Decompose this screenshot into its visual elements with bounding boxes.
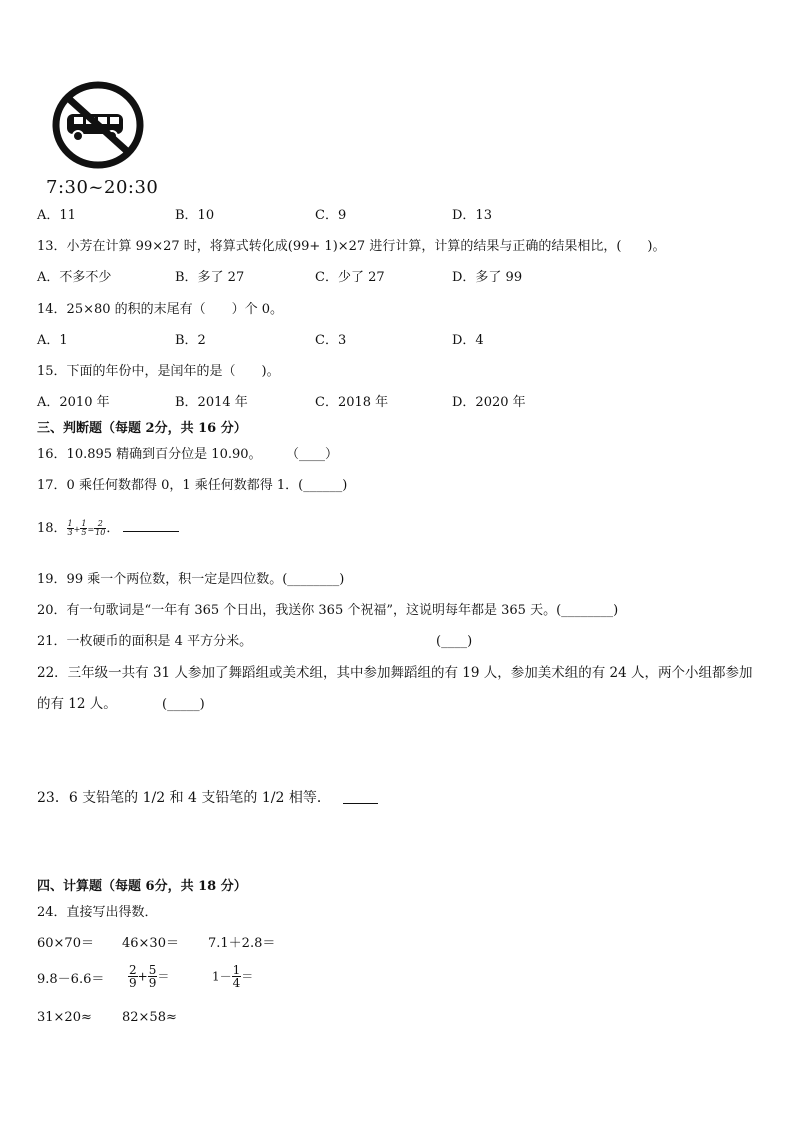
section-3-heading: 三、判断题（每题 2分，共 16 分） bbox=[37, 421, 247, 436]
q19-text: 19．99 乘一个两位数，积一定是四位数。(________) bbox=[37, 572, 345, 587]
q14-option-b: B．2 bbox=[175, 333, 206, 348]
q12-option-d: D．13 bbox=[452, 208, 492, 223]
q24-item-4: 9.8－6.6＝ bbox=[37, 972, 105, 987]
q24-item-3: 7.1＋2.8＝ bbox=[208, 936, 276, 951]
q14-option-c: C．3 bbox=[315, 333, 347, 348]
q15-text: 15．下面的年份中，是闰年的是（ )。 bbox=[37, 364, 280, 379]
q18-expression bbox=[37, 520, 179, 537]
q14-option-a: A．1 bbox=[37, 333, 68, 348]
q24-item-2: 46×30＝ bbox=[122, 936, 179, 951]
q18-answer-blank[interactable] bbox=[123, 521, 179, 532]
q12-option-a: A．11 bbox=[37, 208, 76, 223]
q15-option-c: C．2018 年 bbox=[315, 395, 389, 410]
q24-item-8: 82×58≈ bbox=[122, 1010, 177, 1025]
q12-option-c: C．9 bbox=[315, 208, 347, 223]
q20-text: 20．有一句歌词是“一年有 365 个日出，我送你 365 个祝福”，这说明每年都是 365 天。(________) bbox=[37, 603, 619, 618]
q24-item-6-fraction: $\frac{1}{4}$ bbox=[232, 963, 241, 990]
q21-answer-blank[interactable]: (____) bbox=[436, 634, 473, 649]
q18-fraction-3: $\frac{2}{10}$ bbox=[95, 519, 106, 537]
q22-line-2: 的有 12 人。 bbox=[37, 696, 117, 712]
q13-text: 13．小芳在计算 99×27 时，将算式转化成(99+ 1)×27 进行计算，计算的结果与正确的结果相比，( )。 bbox=[37, 239, 666, 254]
q22-answer-blank[interactable]: (_____) bbox=[162, 697, 205, 712]
no-bus-sign-icon bbox=[50, 80, 146, 170]
q24-item-7: 31×20≈ bbox=[37, 1010, 92, 1025]
q18-fraction-1: $\frac{1}{3}$ bbox=[67, 519, 73, 537]
q18-fraction-2: $\frac{1}{5}$ bbox=[81, 519, 87, 537]
q13-option-b: B．多了 27 bbox=[175, 270, 245, 285]
q16-text: 16．10.895 精确到百分位是 10.90。 bbox=[37, 447, 262, 462]
q13-option-c: C．少了 27 bbox=[315, 270, 385, 285]
q15-option-d: D．2020 年 bbox=[452, 395, 526, 410]
q14-text: 14．25×80 的积的末尾有（ ）个 0。 bbox=[37, 302, 284, 317]
q24-item-5-fraction-1: $\frac{2}{9}$ bbox=[129, 963, 137, 990]
q22-line-1: 22．三年级一共有 31 人参加了舞蹈组或美术组，其中参加舞蹈组的有 19 人，参加美术组的有 24 人，两个小组都参加 bbox=[37, 665, 753, 681]
q18-plus: + bbox=[73, 525, 81, 534]
q24-title: 24．直接写出得数． bbox=[37, 905, 158, 920]
q24-item-5: $\frac{2}{9}$ + $\frac{5}{9}$ ＝ bbox=[129, 963, 170, 990]
q18-equals: = bbox=[87, 525, 95, 534]
q15-option-a: A．2010 年 bbox=[37, 395, 110, 410]
q21-text: 21．一枚硬币的面积是 4 平方分米。 bbox=[37, 634, 253, 649]
q13-option-d: D．多了 99 bbox=[452, 270, 523, 285]
sign-time-label: 7:30~20:30 bbox=[46, 177, 159, 198]
q18-suffix: ． bbox=[106, 521, 120, 536]
q18-prefix: 18． bbox=[37, 521, 67, 536]
q17-text: 17．0 乘任何数都得 0，1 乘任何数都得 1．(______) bbox=[37, 478, 348, 493]
q24-item-5-fraction-2: $\frac{5}{9}$ bbox=[148, 963, 157, 990]
q15-option-b: B．2014 年 bbox=[175, 395, 248, 410]
section-4-heading: 四、计算题（每题 6分，共 18 分） bbox=[37, 879, 247, 894]
q13-option-a: A．不多不少 bbox=[37, 270, 112, 285]
q24-item-1: 60×70＝ bbox=[37, 936, 94, 951]
q14-option-d: D．4 bbox=[452, 333, 484, 348]
q12-option-b: B．10 bbox=[175, 208, 215, 223]
q23-text: 23．6 支铅笔的 1/2 和 4 支铅笔的 1/2 相等． bbox=[37, 790, 331, 806]
q16-answer-blank[interactable]: （____） bbox=[286, 447, 339, 462]
q24-item-6: 1－ $\frac{1}{4}$ ＝ bbox=[212, 963, 254, 990]
q23-answer-blank[interactable] bbox=[343, 793, 378, 804]
